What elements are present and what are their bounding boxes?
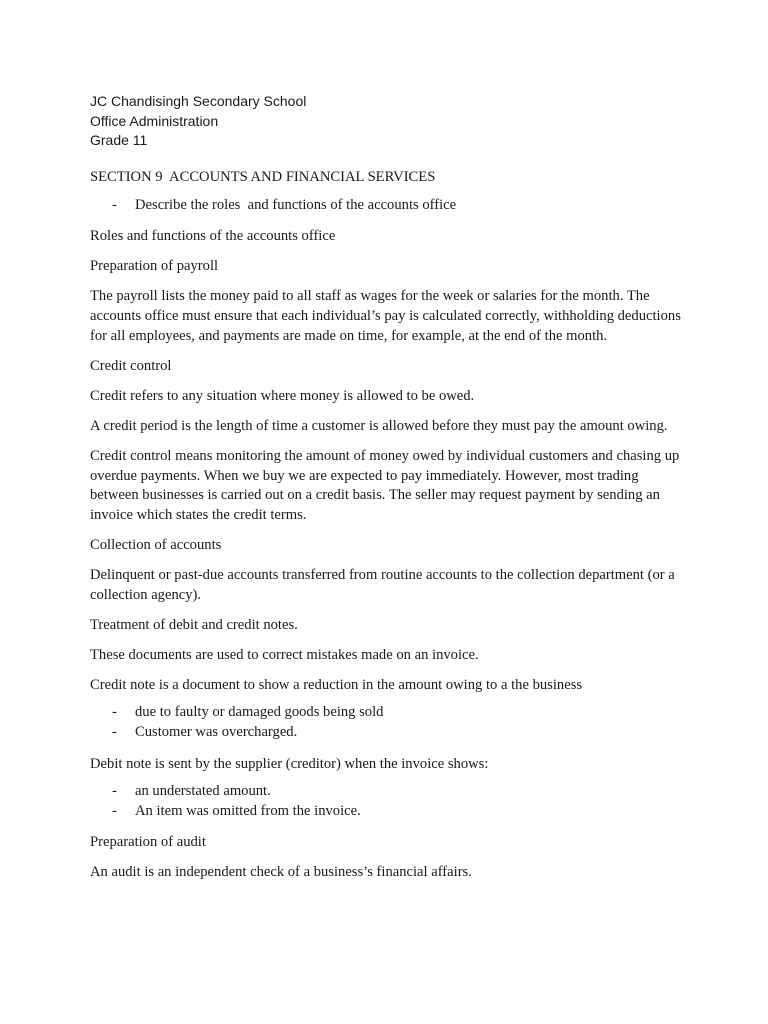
roles-heading: Roles and functions of the accounts office: [90, 228, 336, 245]
audit-heading: Preparation of audit: [90, 834, 206, 851]
credit-note-list: [90, 703, 690, 742]
credit-control-heading: Credit control: [90, 357, 172, 374]
list-item: [90, 802, 690, 822]
credit-note-item: due to faulty or damaged goods being sold: [135, 704, 384, 721]
dash-bullet: -: [112, 704, 117, 721]
debit-note-item: an understated amount.: [135, 783, 271, 800]
section-title: SECTION 9 ACCOUNTS AND FINANCIAL SERVICES: [90, 169, 436, 185]
objective-list: [90, 196, 690, 216]
dash-bullet: -: [112, 723, 117, 740]
credit-period-text: A credit period is the length of time a customer is allowed before they must pay the amount owing.: [90, 417, 668, 434]
audit-text: An audit is an independent check of a business’s financial affairs.: [90, 864, 472, 881]
collection-heading: Collection of accounts: [90, 536, 222, 553]
debit-note-item: An item was omitted from the invoice.: [135, 802, 361, 819]
credit-note-item: Customer was overcharged.: [135, 723, 298, 740]
collection-text: Delinquent or past-due accounts transferred from routine accounts to the collection department (or a collection agency).: [90, 566, 675, 603]
payroll-text: The payroll lists the money paid to all staff as wages for the week or salaries for the month. The accounts office must ensure that each individual’s pay is calculated correctly, withholding deductions for all employees, and payments are made on time, for example, at the end of the month.: [90, 288, 681, 344]
list-item: [90, 196, 690, 216]
dash-bullet: -: [112, 196, 117, 213]
credit-note-text: Credit note is a document to show a reduction in the amount owing to a the business: [90, 676, 583, 693]
document-body: [90, 168, 690, 894]
dash-bullet: -: [112, 802, 117, 819]
dash-bullet: -: [112, 783, 117, 800]
document-header: [90, 92, 306, 151]
objective-text: Describe the roles and functions of the accounts office: [135, 196, 457, 213]
notes-intro: These documents are used to correct mistakes made on an invoice.: [90, 646, 479, 663]
list-item: [90, 703, 690, 723]
subject-name: Office Administration: [90, 112, 219, 129]
school-name: JC Chandisingh Secondary School: [90, 93, 307, 109]
debit-note-text: Debit note is sent by the supplier (creditor) when the invoice shows:: [90, 755, 489, 772]
grade-level: Grade 11: [90, 132, 148, 148]
credit-control-text: Credit control means monitoring the amount of money owed by individual customers and chasing up overdue payments. When we buy we are expected to pay immediately. However, most trading between businesses is carried out on a credit basis. The seller may request payment by sending an invoice which states the credit terms.: [90, 447, 680, 523]
list-item: [90, 782, 690, 802]
credit-definition: Credit refers to any situation where money is allowed to be owed.: [90, 387, 475, 404]
notes-heading: Treatment of debit and credit notes.: [90, 616, 298, 633]
debit-note-list: [90, 782, 690, 821]
list-item: [90, 723, 690, 743]
payroll-heading: Preparation of payroll: [90, 258, 219, 275]
